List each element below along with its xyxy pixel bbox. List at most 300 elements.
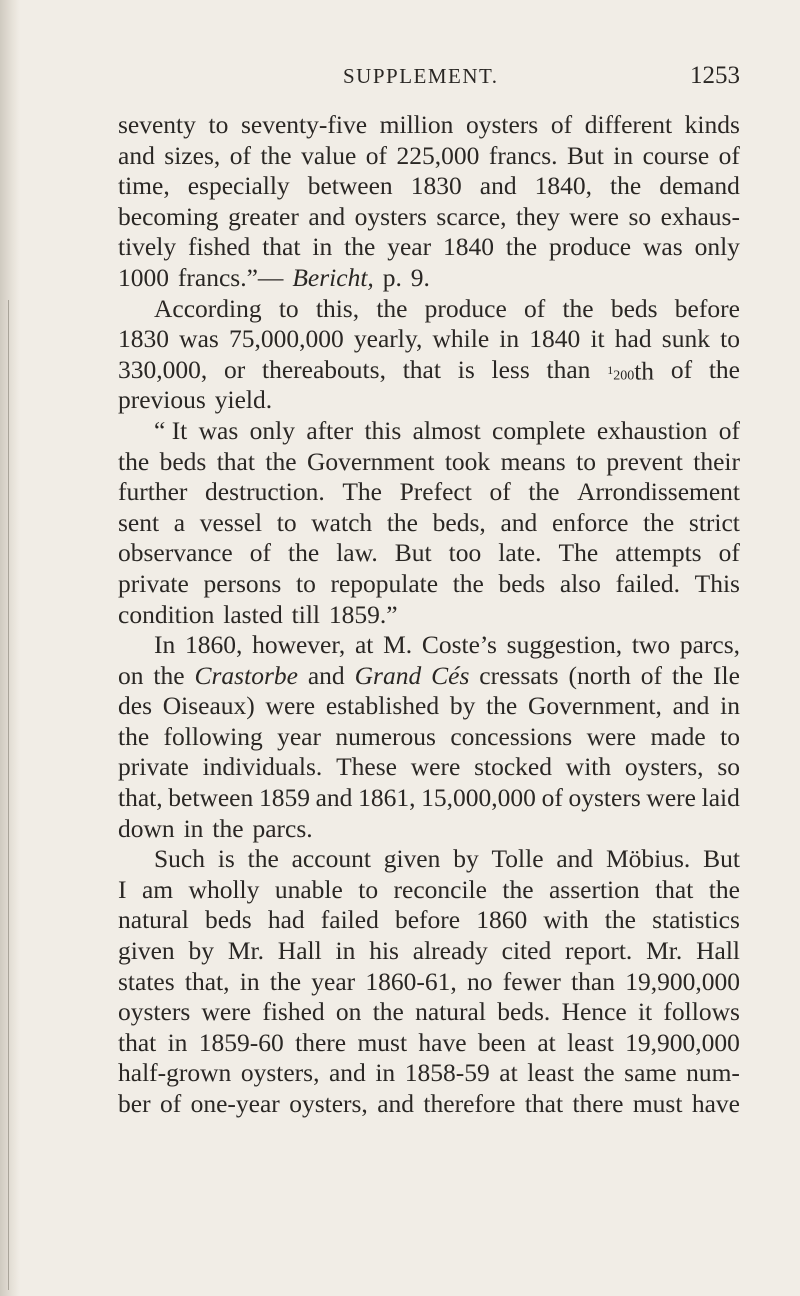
word: suggestion,: [506, 630, 623, 660]
word: fished: [187, 232, 251, 262]
word: oysters,: [240, 1058, 320, 1088]
word: fewer: [502, 966, 561, 996]
fraction: $^1$200th: [607, 356, 655, 386]
word: 19,900,000: [625, 966, 740, 996]
text-line: [118, 936, 740, 967]
word: less: [491, 354, 530, 384]
word: after: [306, 415, 354, 445]
word: to: [720, 324, 740, 354]
word: Mr.: [227, 936, 264, 966]
word: 1859.”: [328, 599, 398, 629]
word: Government: [306, 446, 435, 476]
word: In: [154, 630, 176, 660]
word: prevent: [606, 446, 683, 476]
word: have: [418, 1027, 467, 1057]
word: assertion: [548, 874, 640, 904]
word: and: [308, 201, 346, 231]
text-line: [118, 385, 740, 416]
word: have: [691, 1089, 740, 1118]
word: law.: [336, 538, 378, 568]
word: This: [694, 568, 740, 598]
word: was: [179, 324, 219, 354]
word: been: [477, 1027, 526, 1057]
word: it: [637, 997, 653, 1027]
word: and: [479, 171, 517, 201]
word: 1860,: [184, 630, 243, 660]
word: laid: [701, 783, 740, 813]
word: the: [247, 844, 279, 874]
word: demand: [659, 171, 740, 201]
word: Hall: [277, 936, 322, 966]
word: (north: [568, 660, 631, 690]
word: in: [167, 1027, 188, 1057]
page-number: 1253: [690, 62, 740, 89]
word: statistics: [652, 905, 740, 935]
word: oysters: [465, 110, 539, 139]
word: the: [269, 966, 302, 996]
word: 1861,: [358, 783, 416, 813]
word: with: [543, 905, 589, 935]
word: the: [386, 507, 418, 537]
word: were: [265, 691, 316, 721]
word: sizes,: [164, 140, 221, 170]
word: of: [550, 110, 573, 139]
text-line: [118, 1089, 740, 1120]
word: in: [239, 966, 260, 996]
word: this: [364, 415, 402, 445]
word: of: [718, 415, 740, 445]
word: to: [358, 874, 379, 904]
word: yearly,: [353, 324, 423, 354]
text-line: [118, 232, 740, 263]
word: the: [528, 477, 560, 507]
word: oysters,: [289, 1089, 368, 1118]
word: Cés: [431, 660, 470, 690]
text-line: [118, 783, 740, 814]
word: while: [432, 324, 490, 354]
word: was: [198, 415, 239, 445]
word: sent: [118, 507, 160, 537]
text-line: [118, 752, 740, 783]
word: of: [670, 354, 693, 384]
word: this,: [315, 293, 360, 323]
text-line: [118, 875, 740, 906]
word: the: [452, 568, 484, 598]
word: unable: [274, 874, 343, 904]
text-line: [118, 1058, 740, 1089]
text-line: [118, 508, 740, 539]
word: of: [640, 660, 663, 690]
word: that,: [118, 783, 163, 813]
word: 1840: [442, 232, 494, 262]
word: 1000: [118, 262, 169, 292]
word: concessions: [450, 721, 573, 751]
word: their: [693, 446, 740, 476]
word: Prefect: [399, 477, 472, 507]
word: report.: [565, 936, 633, 966]
word: the: [708, 874, 740, 904]
word: that: [402, 354, 441, 384]
word: 19,900,000: [625, 1027, 740, 1057]
word: must: [357, 1027, 408, 1057]
word: 1830: [118, 324, 169, 354]
text-line: [118, 722, 740, 753]
word: 9.: [410, 262, 430, 292]
word: exhaustion: [596, 415, 708, 445]
word: 1858-59: [404, 1058, 490, 1088]
word: beds: [159, 446, 207, 476]
word: the: [610, 171, 642, 201]
word: becoming: [118, 201, 219, 231]
text-line: [118, 171, 740, 202]
word: am: [141, 874, 174, 904]
word: is: [217, 844, 235, 874]
word: Coste’s: [421, 630, 497, 660]
word: in: [183, 813, 204, 843]
text-line: [118, 814, 740, 845]
word: there: [295, 1027, 347, 1057]
word: that: [216, 446, 255, 476]
word: and: [118, 140, 155, 170]
word: were: [569, 201, 619, 231]
word: to: [276, 507, 297, 537]
word: of: [541, 783, 563, 813]
word: des: [118, 691, 152, 721]
word: exhaus-: [660, 201, 740, 231]
word: seventy-five: [241, 110, 368, 139]
word: parcs,: [679, 630, 740, 660]
word: made: [650, 721, 706, 751]
word: and: [556, 844, 594, 874]
word: oysters,: [624, 752, 704, 782]
word: between: [168, 783, 254, 813]
word: oysters: [118, 997, 191, 1027]
text-line: [118, 447, 740, 478]
word: natural: [118, 905, 189, 935]
word: is: [457, 354, 475, 384]
word: of: [524, 293, 546, 323]
word: by: [188, 936, 214, 966]
word: oysters: [354, 201, 427, 231]
word: between: [307, 171, 393, 201]
word: beds: [610, 293, 658, 323]
word: of: [229, 140, 251, 170]
word: given: [118, 936, 175, 966]
word: it: [590, 324, 605, 354]
word: and: [672, 691, 710, 721]
word: the: [604, 905, 636, 935]
word: The: [342, 477, 382, 507]
word: Mr.: [646, 936, 683, 966]
word: sunk: [661, 324, 710, 354]
word: year: [277, 721, 321, 751]
text-line: [118, 691, 740, 722]
word: following: [163, 721, 263, 751]
word: wholly: [188, 874, 260, 904]
word: 1859-60: [198, 1027, 284, 1057]
word: 15,000,000: [421, 783, 536, 813]
word: only: [694, 232, 740, 262]
word: account: [291, 844, 371, 874]
word: parcs.: [252, 813, 313, 843]
word: complete: [492, 415, 586, 445]
word: or: [224, 354, 246, 384]
word: and: [315, 783, 353, 813]
word: 1859: [258, 783, 310, 813]
word: than: [571, 966, 615, 996]
word: Ile: [713, 660, 740, 690]
word: down: [118, 813, 175, 843]
word: vessel: [199, 507, 263, 537]
word: two: [631, 630, 671, 660]
word: were: [586, 721, 637, 751]
word: different: [584, 110, 673, 139]
word: persons: [203, 568, 282, 598]
word: yield.: [214, 385, 273, 415]
word: beds.: [497, 997, 551, 1027]
word: to: [208, 110, 229, 139]
word: that: [524, 1089, 564, 1118]
word: M.: [383, 630, 413, 660]
word: 1840,: [534, 171, 592, 201]
word: no: [467, 966, 493, 996]
word: almost: [412, 415, 481, 445]
word: The: [558, 538, 599, 568]
word: failed: [320, 905, 379, 935]
word: further: [118, 477, 188, 507]
text-line: [118, 110, 740, 141]
word: late.: [498, 538, 542, 568]
word: the: [260, 140, 292, 170]
text-line: [118, 1028, 740, 1059]
text-line: [118, 967, 740, 998]
word: in: [375, 1058, 396, 1088]
word: 225,000: [396, 140, 480, 170]
word: took: [444, 446, 491, 476]
word: natural: [415, 997, 486, 1027]
word: a: [173, 507, 186, 537]
word: states: [118, 966, 175, 996]
text-line: [118, 844, 740, 875]
word: so: [628, 201, 652, 231]
word: the: [153, 660, 185, 690]
word: were: [646, 783, 696, 813]
word: oysters: [568, 783, 641, 813]
word: observance: [118, 538, 233, 568]
word: so: [717, 752, 740, 782]
word: by: [449, 691, 476, 721]
word: least: [567, 1027, 614, 1057]
word: of: [489, 477, 511, 507]
word: lasted: [223, 599, 283, 629]
text-line: [118, 997, 740, 1028]
word: the: [118, 446, 150, 476]
binding-edge: [8, 300, 9, 1290]
word: and: [307, 660, 345, 690]
word: beds: [498, 568, 546, 598]
word: his: [369, 936, 399, 966]
word: given: [383, 844, 441, 874]
word: in: [720, 691, 740, 721]
word: tively: [118, 232, 177, 262]
word: at: [499, 1058, 518, 1088]
word: the: [502, 874, 534, 904]
page-header: [118, 60, 740, 90]
word: at: [354, 630, 374, 660]
word: to: [295, 568, 316, 598]
word: had: [267, 905, 305, 935]
word: the: [562, 293, 594, 323]
word: the: [118, 721, 150, 751]
word: therefore: [423, 1089, 516, 1118]
word: francs.: [488, 140, 558, 170]
word: beds: [204, 905, 252, 935]
word: in: [312, 232, 333, 262]
word: also: [559, 568, 601, 598]
word: already: [412, 936, 488, 966]
text-line: [118, 294, 740, 325]
word: private: [118, 752, 189, 782]
word: least: [527, 1058, 574, 1088]
word: 1830: [410, 171, 462, 201]
word: 330,000,: [118, 354, 208, 384]
running-head: SUPPLEMENT.: [343, 64, 499, 88]
word: attempts: [615, 538, 702, 568]
word: enforce: [551, 507, 629, 537]
word: But: [566, 140, 604, 170]
word: they: [516, 201, 560, 231]
word: by: [453, 844, 479, 874]
word: private: [118, 568, 189, 598]
word: produce: [548, 232, 632, 262]
word: num-: [686, 1058, 740, 1088]
word: the: [486, 691, 518, 721]
word: beds,: [432, 507, 486, 537]
word: year: [311, 966, 356, 996]
word: of: [718, 140, 740, 170]
word: destruction.: [205, 477, 325, 507]
word: cressats: [479, 660, 559, 690]
word: and: [500, 507, 538, 537]
word: Oiseaux): [162, 691, 255, 721]
word: that: [118, 1027, 157, 1057]
word: 1860-61,: [365, 966, 457, 996]
word: only: [249, 415, 296, 445]
word: had: [614, 324, 652, 354]
text-line: [118, 355, 740, 386]
word: Tolle: [491, 844, 544, 874]
word: however,: [252, 630, 346, 660]
text-line: [118, 569, 740, 600]
word: the: [671, 660, 704, 690]
word: of: [159, 1089, 182, 1118]
word: scarce,: [436, 201, 507, 231]
word: Government,: [527, 691, 662, 721]
word: the: [643, 507, 675, 537]
word: established: [325, 691, 440, 721]
word: previous: [118, 385, 206, 415]
word: that: [655, 874, 694, 904]
word: greater: [228, 201, 299, 231]
word: till: [291, 599, 320, 629]
word: Hall: [696, 936, 740, 966]
word: repopulate: [330, 568, 439, 598]
word: kinds: [684, 110, 740, 139]
word: According: [154, 293, 262, 323]
word: must: [632, 1089, 683, 1118]
word: strict: [688, 507, 740, 537]
word: was: [643, 232, 683, 262]
word: year: [387, 232, 432, 262]
word: to: [278, 293, 299, 323]
word: condition: [118, 599, 215, 629]
word: in: [499, 324, 520, 354]
word: thereabouts,: [262, 354, 386, 384]
word: before: [394, 905, 461, 935]
page-gutter-shadow: [0, 0, 20, 1296]
word: watch: [311, 507, 373, 537]
word: same: [624, 1058, 677, 1088]
word: I: [118, 874, 127, 904]
word: 1840: [529, 324, 581, 354]
word: the: [344, 232, 376, 262]
word: course: [642, 140, 710, 170]
word: reconcile: [393, 874, 487, 904]
word: Bericht,: [292, 262, 374, 292]
word: fished: [262, 997, 325, 1027]
word: that: [262, 232, 301, 262]
word: the: [212, 813, 244, 843]
word: These: [336, 752, 397, 782]
word: the: [505, 232, 538, 262]
word: at: [537, 1027, 556, 1057]
word: ber: [118, 1089, 151, 1118]
text-line: [118, 416, 740, 447]
text-line: [118, 141, 740, 172]
word: before: [674, 293, 740, 323]
word: were: [201, 997, 252, 1027]
body-text: [118, 110, 740, 1120]
word: time,: [118, 171, 170, 201]
word: million: [379, 110, 454, 139]
word: half-grown: [118, 1058, 232, 1088]
word: too: [448, 538, 482, 568]
word: the: [583, 1058, 615, 1088]
word: the: [708, 354, 740, 384]
word: individuals.: [202, 752, 323, 782]
word: stocked: [474, 752, 552, 782]
word: there: [572, 1089, 624, 1118]
word: on: [118, 660, 144, 690]
word: But: [703, 844, 740, 874]
text-line: [118, 630, 740, 661]
text-line: [118, 263, 740, 294]
word: seventy: [118, 110, 196, 139]
text-line: [118, 661, 740, 692]
word: to: [720, 721, 740, 751]
word: follows: [663, 997, 740, 1027]
word: of: [249, 538, 271, 568]
text-line: [118, 202, 740, 233]
word: and: [328, 1058, 366, 1088]
word: produce: [424, 293, 507, 323]
word: of: [365, 140, 388, 170]
text-line: [118, 324, 740, 355]
word: the: [372, 997, 404, 1027]
text-line: [118, 477, 740, 508]
word: numerous: [335, 721, 436, 751]
word: Arrondissement: [577, 477, 740, 507]
